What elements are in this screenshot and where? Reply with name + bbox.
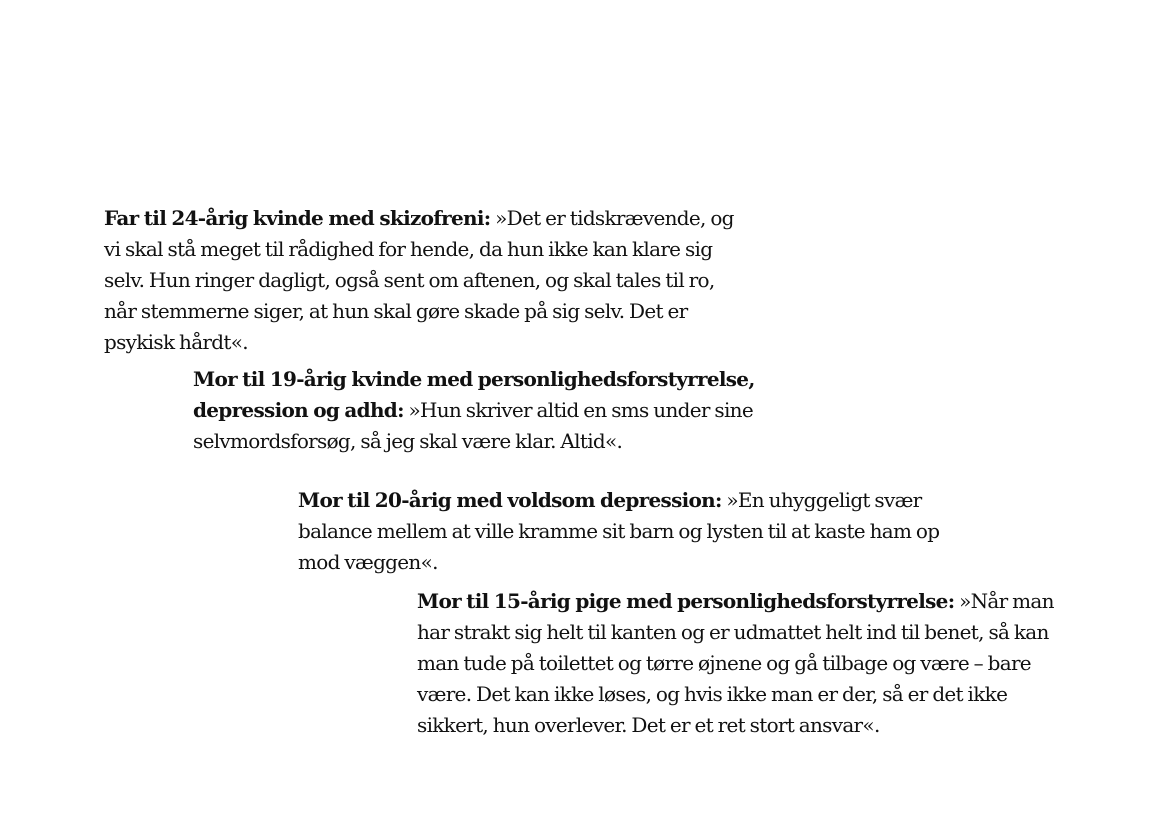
- quote-text: »Når man har strakt sig helt til kanten og er udmattet helt ind til benet, så kan man tude på toilettet og tørre øjnene og gå tilbage og være – bare være. Det kan ikke løses, og hvis ikke man er der, så er det ikke sikkert, hun overlever. Det er et ret stort ansvar«.: [417, 589, 1054, 737]
- quote-text: »En uhyggeligt svær balance mellem at ville kramme sit barn og lysten til at kaste ham op mod væggen«.: [298, 488, 940, 574]
- quote-paragraph: [417, 586, 1077, 741]
- quote-paragraph: [104, 203, 744, 358]
- quote-paragraph: [193, 364, 853, 457]
- quote-paragraph: [298, 485, 958, 578]
- quote-text: »Det er tidskrævende, og vi skal stå meget til rådighed for hende, da hun ikke kan klare sig selv. Hun ringer dagligt, også sent om aftenen, og skal tales til ro, når stemmerne siger, at hun skal gøre skade på sig selv. Det er psykisk hårdt«.: [104, 206, 734, 354]
- quote-speaker: Mor til 20-årig med voldsom depression:: [298, 488, 722, 512]
- quote-speaker: Far til 24-årig kvinde med skizofreni:: [104, 206, 491, 230]
- quote-speaker: Mor til 15-årig pige med personlighedsforstyrrelse:: [417, 589, 955, 613]
- quote-speaker: Mor til 19-årig kvinde med personlighedsforstyrrelse, depression og adhd:: [193, 367, 755, 422]
- quote-text: »Hun skriver altid en sms under sine selvmordsforsøg, så jeg skal være klar. Altid«.: [193, 398, 753, 453]
